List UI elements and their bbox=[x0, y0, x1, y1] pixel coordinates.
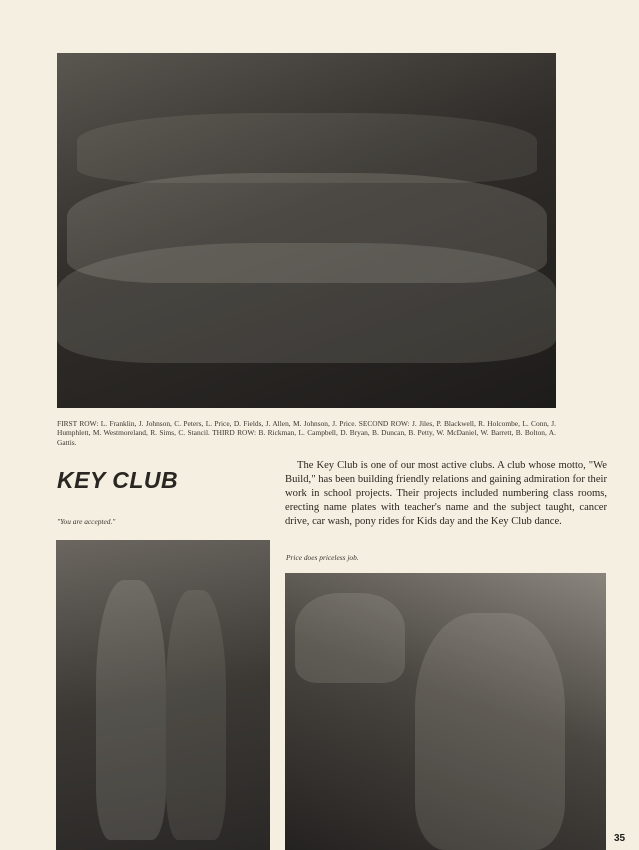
group-photo-caption: FIRST ROW: L. Franklin, J. Johnson, C. Peters, L. Price, D. Fields, J. Allen, M. Johnson, J. Price. SECOND ROW: J. Jiles, P. Blackwell, R. Holcombe, L. Conn, J. Humphlett, M. Westmoreland, R. Sims, C. Stancil. THIRD ROW: B. Rickman, L. Campbell, D. Bryan, B. Duncan, B. Petty, W. McDaniel, W. Barrett, B. Bolton, A. Gattis. bbox=[57, 419, 556, 447]
page-number: 35 bbox=[614, 833, 626, 844]
pinning-photo bbox=[56, 540, 270, 850]
sign-photo-caption: Price does priceless job. bbox=[286, 553, 359, 562]
pin-photo-caption: "You are accepted." bbox=[57, 517, 116, 526]
sign-photo bbox=[285, 573, 606, 850]
section-title: KEY CLUB bbox=[57, 467, 179, 493]
group-photo bbox=[57, 53, 556, 408]
body-paragraph: The Key Club is one of our most active clubs. A club whose motto, "We Build," has been building friendly relations and gaining admiration for their work in school projects. Their projects included numbering class rooms, erecting name plates with teacher's name and the subject taught, cancer drive, car wash, pony rides for Kids day and the Key Club dance. bbox=[285, 460, 607, 527]
